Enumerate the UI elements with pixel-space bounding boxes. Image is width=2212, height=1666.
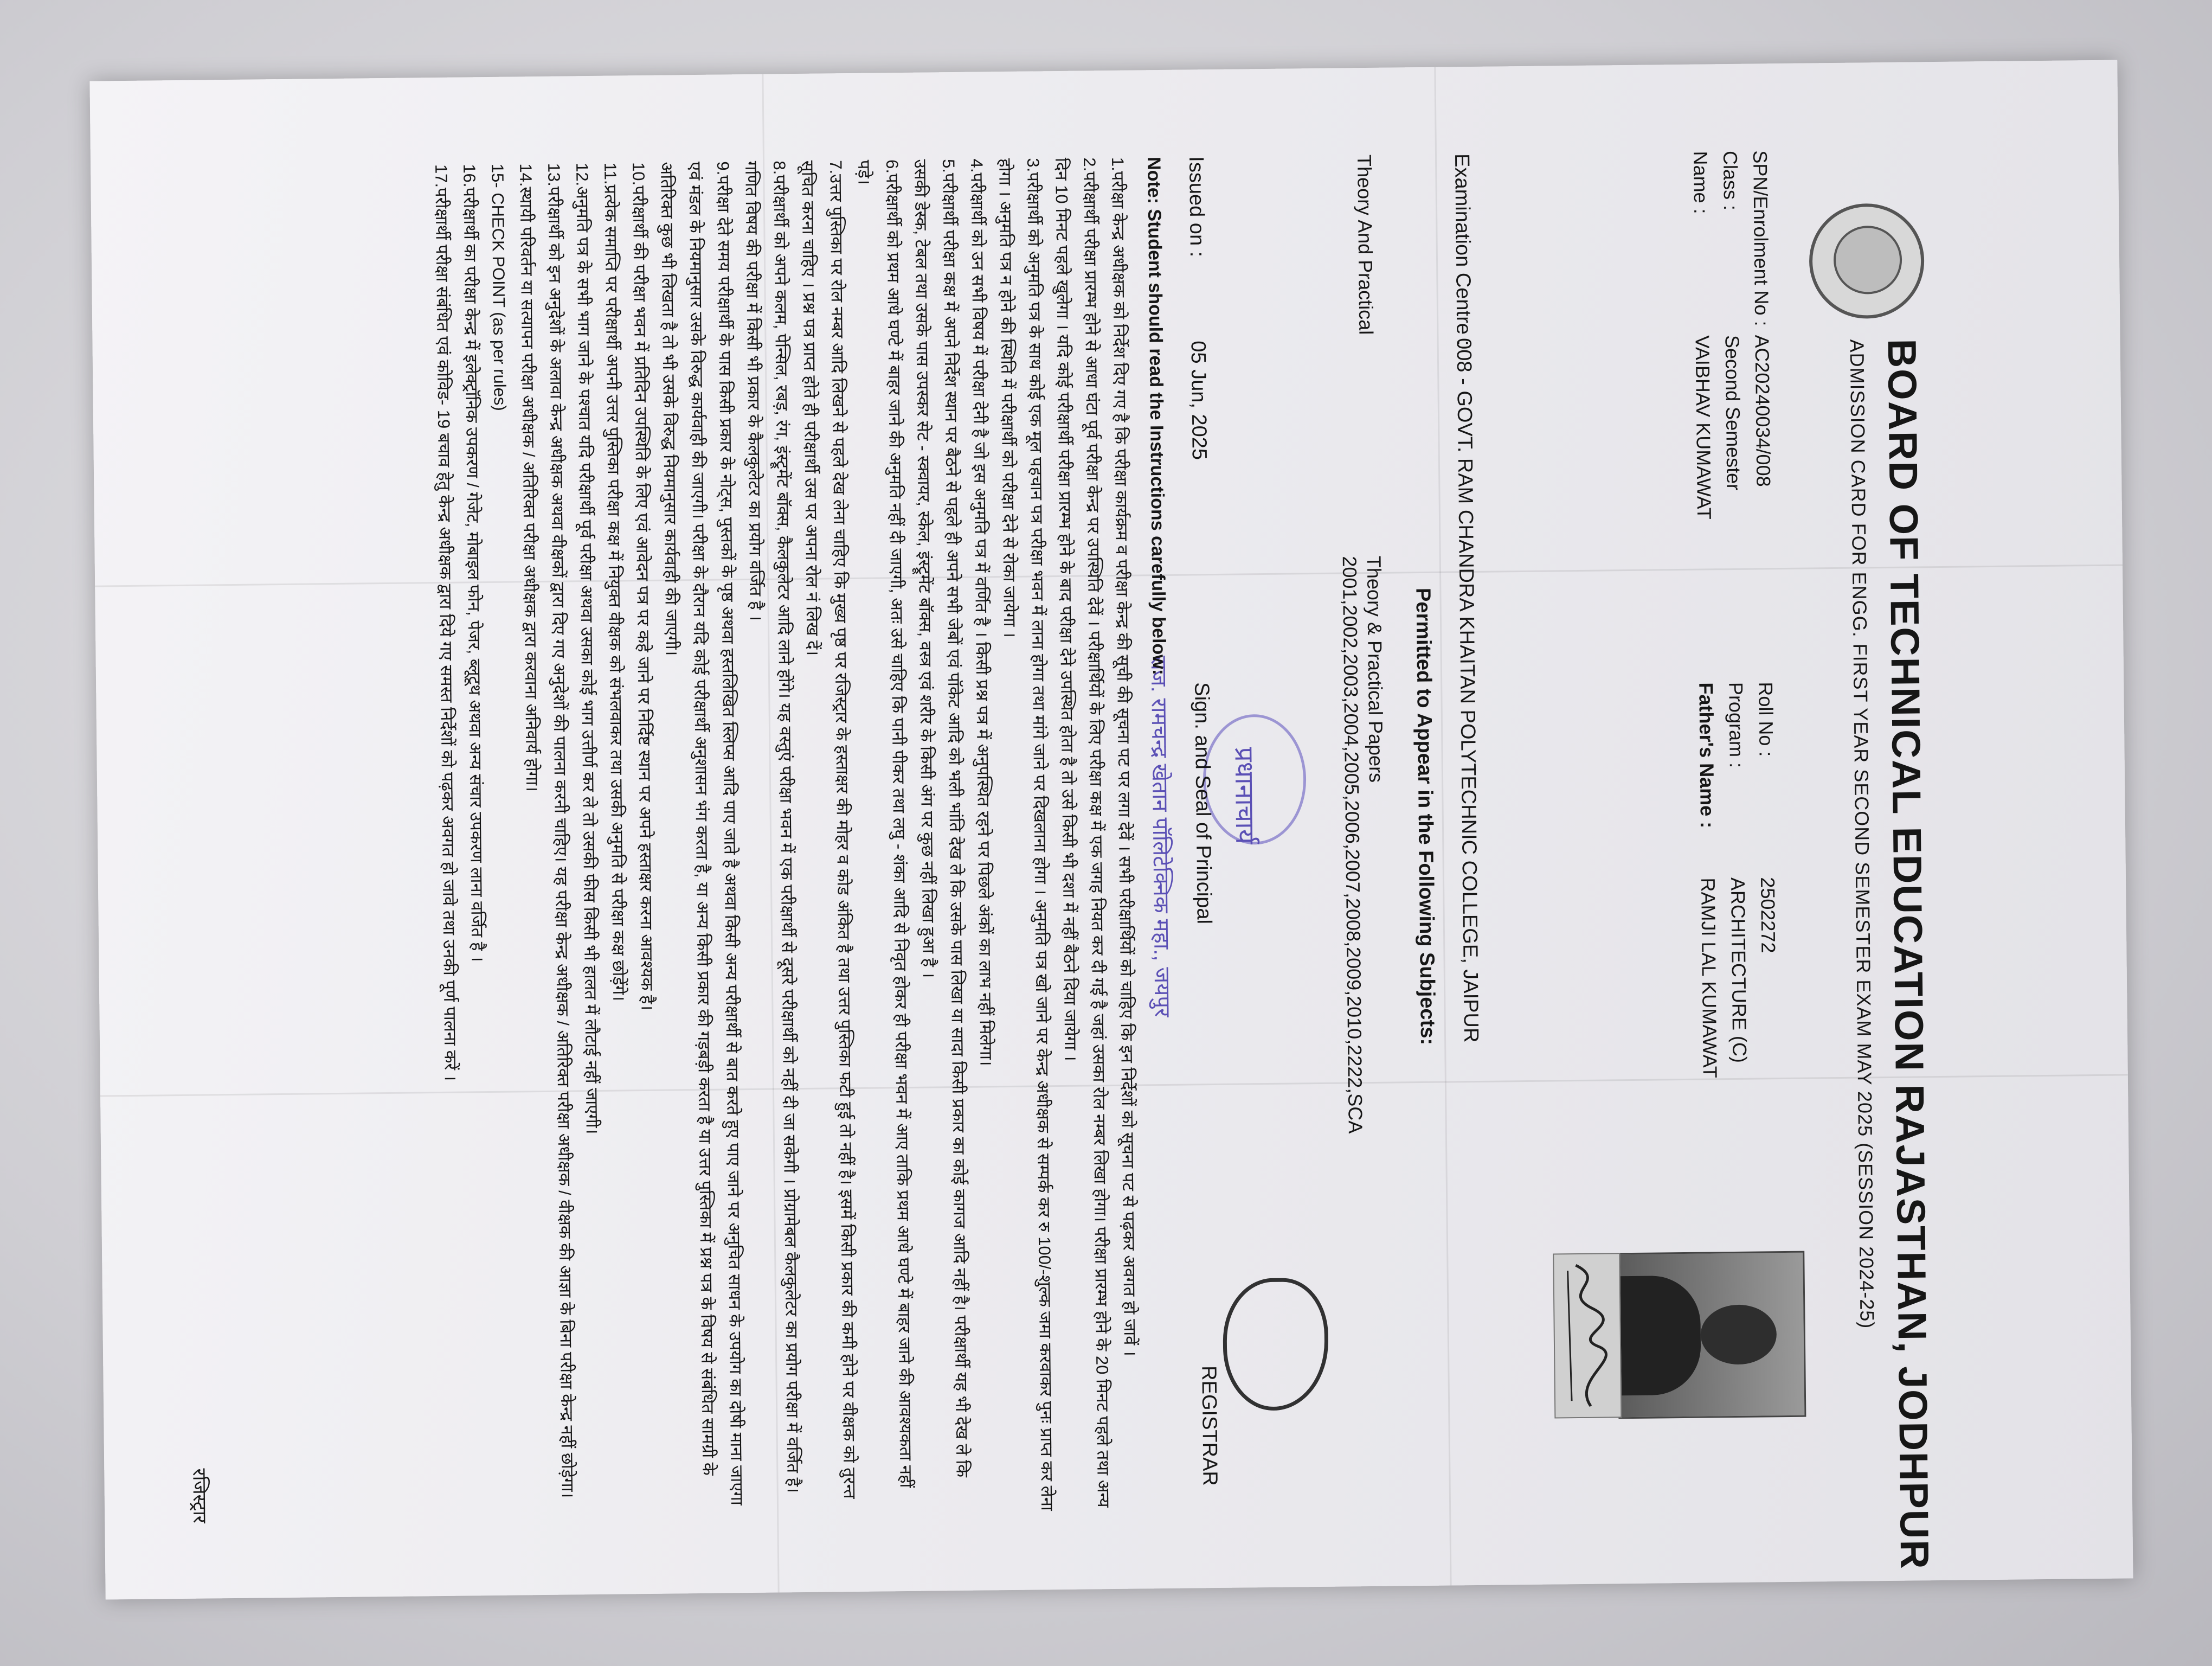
instruction-item: 1.परीक्षा केन्द्र अधीक्षक को निर्देश दिए गए है कि परीक्षा कार्यक्रम व परीक्षा केन्द्र की सूची की सूचना पट पर लगा देवें । सभी परीक्षार्थियों को चाहिए कि इन निर्देशों को सूचना पट से पढ़कर अवगत हो जावें ।: [1108, 157, 1140, 1356]
exam-centre-value: 008 - GOVT. RAM CHANDRA KHAITAN POLYTECHNIC COLLEGE, JAIPUR: [1452, 337, 1483, 1043]
papers-list: 2001,2002,2003,2004,2005,2006,2007,2008,2009,2010,2222,SCA: [1338, 556, 1367, 1134]
instructions-note: Note: Student should read the Instructions carefully below:: [1143, 156, 1170, 676]
student-photo: [1617, 1251, 1806, 1419]
signature-scribble: [1554, 1254, 1621, 1417]
papers-label: Theory & Practical Papers: [1362, 555, 1388, 783]
instruction-item: 7.उत्तर पुस्तिका पर रोल नम्बर आदि लिखने से पहले देख लेना चाहिए कि मुख्य पृष्ठ पर रजिस्ट्रार के हस्ताक्षर की मोहर व कोड अंकित है तथा उत्तर पुस्तिका फटी हुई तो नहीं है। इसमें किसी प्रकार की कमी होने पर वीक्षक को तुरन्त सूचित करना चाहिए । प्रश्न पत्र प्राप्त होते ही परीक्षार्थी उस पर अपना रोल नं लिख दें।: [798, 160, 859, 1499]
roll-value: 2502272: [1756, 877, 1780, 953]
program-label: Program :: [1725, 682, 1748, 768]
principal-sign-label: Sign. and Seal of Principal: [1190, 682, 1216, 925]
document-content: [188, 105, 1938, 1571]
instruction-item: 9.परीक्षा देते समय परीक्षार्थी के पास किसी प्रकार के नोट्स, पुस्तकों के पृष्ठ अथवा हस्तलिखित स्लिप्स आदि पाए जाते है अथवा किसी अन्य परीक्षार्थी से बात करते हुए पाए जाने पर अनुचित साधन के उपयोग का दोषी माना जाएगा एवं मंडल के नियमानुसार उसके विरुद्ध कार्यवाही की जाएगी। परीक्षा के दौरान यदि कोई परीक्षार्थी अनुशासन भंग करता है, या अन्य किसी प्रकार की गड़बड़ी करता है या उत्तर पुस्तिका में प्रश्न पत्र के विषय से संबंधित सामग्री के अतिरिक्त कुछ भी लिखता है तो भी उसके विरुद्ध नियमानुसार कार्यवाही की जाएगी।: [657, 161, 747, 1505]
instruction-item: 15- CHECK POINT (as per rules): [488, 163, 510, 411]
principal-college-stamp: राज. रामचन्द्र खेतान पॉलिटेक्निक महा., जयपुर: [1146, 655, 1174, 1017]
theory-label: Theory And Practical: [1353, 154, 1378, 335]
instruction-item: 16.परीक्षार्थी का परीक्षा केन्द्र में इलेक्ट्रॉनिक उपकरण / गेजेट, मोबाइल फोन, पेजर, ब्लूटूथ अथवा अन्य संचार उपकरण लाना वर्जित है ।: [460, 164, 487, 962]
photo-body: [1619, 1276, 1701, 1396]
registrar-signature: [1223, 1278, 1329, 1411]
class-value: Second Semester: [1721, 335, 1745, 491]
instruction-item: 12.अनुमति पत्र के सभी भाग जाने के पश्चात यदि परीक्षार्थी पूर्व परीक्षा अथवा उसका कोई भाग उत्तीर्ण कर ले तो उसकी फीस किसी भी हालत में लौटाई नहीं जाएगी।: [573, 162, 602, 1135]
principal-seal-text: प्रधानाचार्य: [1229, 747, 1259, 844]
instruction-item: 8.परीक्षार्थी को अपने कलम, पेन्सिल, रबड़, रंग, इंस्ट्रूमेंट बॉक्स, कैलकुलेटर आदि लाने होंगे। यह वस्तुएं परीक्षा भवन में एक परीक्षार्थी से दूसरे परीक्षार्थी को नहीं दी जा सकेगी । प्रोग्रामेबल कैलकुलेटर का प्रयोग परीक्षा में वर्जित है। गणित विषय की परीक्षा में किसी भी प्रकार के कैलकुलेटर का प्रयोग वर्जित है ।: [742, 161, 803, 1494]
instruction-item: 17.परीक्षार्थी परीक्षा संबंधित एवं कोविड- 19 बचाव हेतु केन्द्र अधीक्षक द्वारा दिये गए समस्त निर्देशों को पढ़कर अवगत हो जावे तथा उनकी पूर्ण पालना करें ।: [432, 164, 460, 1081]
father-value: RAMJI LAL KUMAWAT: [1696, 877, 1721, 1079]
instruction-item: 4.परीक्षार्थी को उन सभी विषय में परीक्षा देनी है जो इस अनुमति पत्र में वर्णित है । किसी प्रश्न पत्र में अनुपस्थित रहने पर पिछले अंकों का लाभ नहीं मिलेगा।: [967, 158, 996, 1066]
admission-card-paper: [89, 60, 2133, 1599]
issued-label: Issued on :: [1185, 156, 1208, 258]
name-label: Name :: [1689, 151, 1713, 214]
instruction-item: 13.परीक्षार्थी को इन अनुदेशों के अलावा केन्द्र अधीक्षक अथवा वीक्षकों द्वारा दिए गए अनुदेशों की पालना करनी चाहिए। यह परीक्षा केन्द्र अधीक्षक / अतिरिक्त परीक्षा अधीक्षक / वीक्षक की आज्ञा के बिना परीक्षा केन्द्र नहीं छोड़ेगा।: [544, 163, 577, 1498]
spn-value: AC20240034/008: [1751, 335, 1775, 487]
board-logo: [1809, 203, 1925, 319]
name-value: VAIBHAV KUMAWAT: [1691, 335, 1716, 520]
instruction-item: 5.परीक्षार्थी परीक्षा कक्ष में अपने निर्देश स्थान पर बैठने से पहले ही अपने सभी जेबों एवं पॉकेट आदि को भली भांति देख ले कि उसके पास लिखा या सादा किसी प्रकार का कोई कागज आदि नहीं है। परीक्षार्थी यह भी देख ले कि उसकी डेस्क, टेबल तथा उसके पास उपस्कर सेट - स्क्वायर, स्केल, इंस्ट्रूमेंट बॉक्स, वस्त्र एवं शरीर के किसी अंग पर कुछ नहीं लिखा हुआ है ।: [911, 158, 972, 1478]
board-emblem-icon: [1833, 226, 1902, 294]
issued-date: 05 Jun, 2025: [1186, 341, 1211, 460]
father-label: Father's Name :: [1695, 682, 1719, 829]
program-value: ARCHITECTURE (C): [1726, 877, 1751, 1063]
photo-head: [1700, 1304, 1777, 1364]
instruction-item: 11.प्रत्येक समाप्ति पर परीक्षार्थी अपनी उत्तर पुस्तिका परीक्षा कक्ष में नियुक्त वीक्षक को संभलवाकर तथा उसकी अनुमति से परीक्षा कक्ष छोड़ेंगे।: [601, 162, 629, 1002]
instructions-list: [427, 157, 1146, 1520]
instruction-item: 10.परीक्षार्थी की परीक्षा भवन में प्रतिदिन उपस्थिति के लिए एवं आवेदन पत्र पर कहे जाने पर निर्दिष्ट स्थान पर अपने हस्ताक्षर करना आवश्यक है।: [629, 162, 657, 1011]
spn-label: SPN/Enrolment No :: [1748, 150, 1773, 326]
student-signature: [1553, 1253, 1622, 1418]
permitted-heading: Permitted to Appear in the Following Subjects:: [1411, 587, 1439, 1046]
registrar-label: REGISTRAR: [1197, 1365, 1221, 1486]
footer-registrar-sign: रजिस्ट्रार: [189, 1468, 210, 1523]
instruction-item: 6.परीक्षार्थी को प्रथम आधे घण्टे में बाहर जाने की अनुमति नहीं दी जाएगी, अतः उसे चाहिए कि पानी पीकर तथा लघु - शंका आदि से निवृत होकर ही परीक्षा भवन में आए ताकि प्रथम आधे घण्टे में बाहर जाने की आवश्यकता नहीं पड़े।: [854, 159, 916, 1488]
card-title: ADMISSION CARD FOR ENGG. FIRST YEAR SECOND SEMESTER EXAM MAY 2025 (SESSION 2024-25): [1846, 339, 1879, 1329]
roll-label: Roll No :: [1754, 682, 1778, 757]
instruction-item: 2.परीक्षार्थी परीक्षा प्रारम्भ होने से आधा घंटा पूर्व परीक्षा केन्द्र पर उपस्थिति देवें । परीक्षार्थियों के लिए परीक्षा कक्ष में एक जगह नियत कर दी गई है जहां उसका रोल नम्बर लिखा होगा। परीक्षा प्रारम्भ होने के 20 मिनट पहले तथा अन्य दिन 10 मिनट पहले खुलेगा । यदि कोई परीक्षार्थी परीक्षा प्रारम्भ होने के बाद परीक्षा देने उपस्थित होता है तो उसे किसी भी दशा में नहीं बैठने दिया जायेगा ।: [1052, 157, 1114, 1508]
exam-centre-label: Examination Centre :: [1450, 153, 1475, 347]
class-label: Class :: [1719, 150, 1742, 211]
instruction-item: 14.स्थायी परिवर्तन या सत्यापन परीक्षा अधीक्षक / अतिरिक्त परीक्षा अधीक्षक द्वारा करवाना अनिवार्य होगा।: [516, 163, 542, 792]
instruction-item: 3.परीक्षार्थी को अनुमति पत्र के साथ कोई एक मूल पहचान पत्र परीक्षा भवन में लाना होगा तथा मांगे जाने पर दिखलाना होगा । अनुमति पत्र खो जाने पर केन्द्र अधीक्षक से सम्पर्क कर रु 100/-शुल्क जमा करवाकर पुनः प्राप्त कर लेना होगा । अनुमति पत्र न होने की स्थिति में परीक्षार्थी को परीक्षा देने से रोका जायेगा ।: [995, 158, 1057, 1511]
board-title: BOARD OF TECHNICAL EDUCATION RAJASTHAN, JODHPUR: [1879, 338, 1938, 1571]
